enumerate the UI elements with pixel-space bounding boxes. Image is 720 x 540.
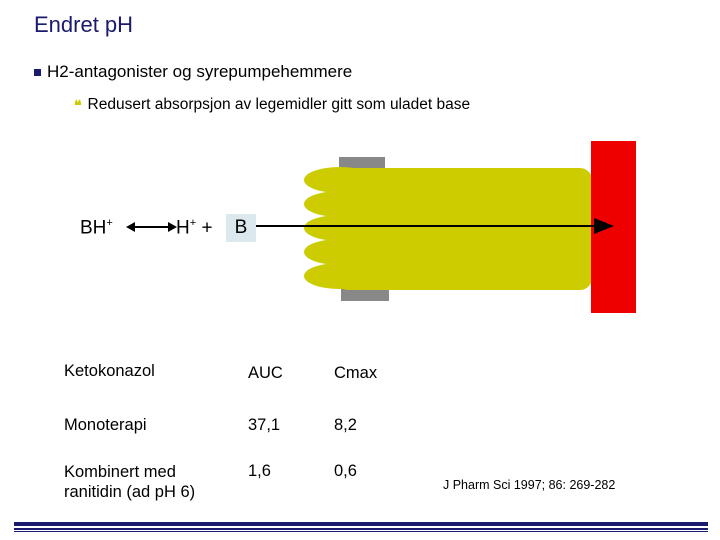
row-auc: 37,1 — [248, 416, 281, 434]
citation: J Pharm Sci 1997; 86: 269-282 — [443, 478, 616, 492]
row-auc: 1,6 — [248, 462, 271, 480]
sub-bullet-icon: ❝ — [74, 96, 82, 113]
bh-label: BH — [80, 217, 107, 239]
row-label: Kombinert med ranitidin (ad pH 6) — [64, 463, 196, 501]
table-header-row — [64, 352, 414, 412]
row-cmax: 8,2 — [334, 416, 357, 434]
footer-rule-thick — [14, 522, 708, 526]
proton-label: H — [176, 217, 190, 239]
row-label: Monoterapi — [64, 416, 147, 434]
bullet-level1-text: H2-antagonister og syrepumpehemmere — [47, 62, 353, 81]
protonated-base — [80, 217, 113, 239]
slide-title: Endret pH — [34, 12, 134, 37]
proton-charge: + — [189, 217, 197, 229]
table-row — [64, 462, 414, 502]
table-row — [64, 412, 414, 462]
bullet-level2-text: Redusert absorpsjon av legemidler gitt som uladet base — [87, 96, 471, 113]
footer-rule-thin — [14, 528, 708, 530]
base-box: B — [226, 214, 256, 242]
proton-plus — [176, 217, 213, 239]
bh-charge: + — [106, 217, 113, 229]
header-cmax: Cmax — [334, 364, 378, 382]
pk-table — [64, 352, 414, 502]
membrane-villi — [304, 167, 376, 289]
header-auc: AUC — [248, 364, 283, 382]
footer-rule-hairline — [14, 531, 708, 532]
header-ketokonazol: Ketokonazol — [64, 362, 155, 380]
plus-sign: + — [201, 217, 213, 239]
row-cmax: 0,6 — [334, 462, 357, 480]
